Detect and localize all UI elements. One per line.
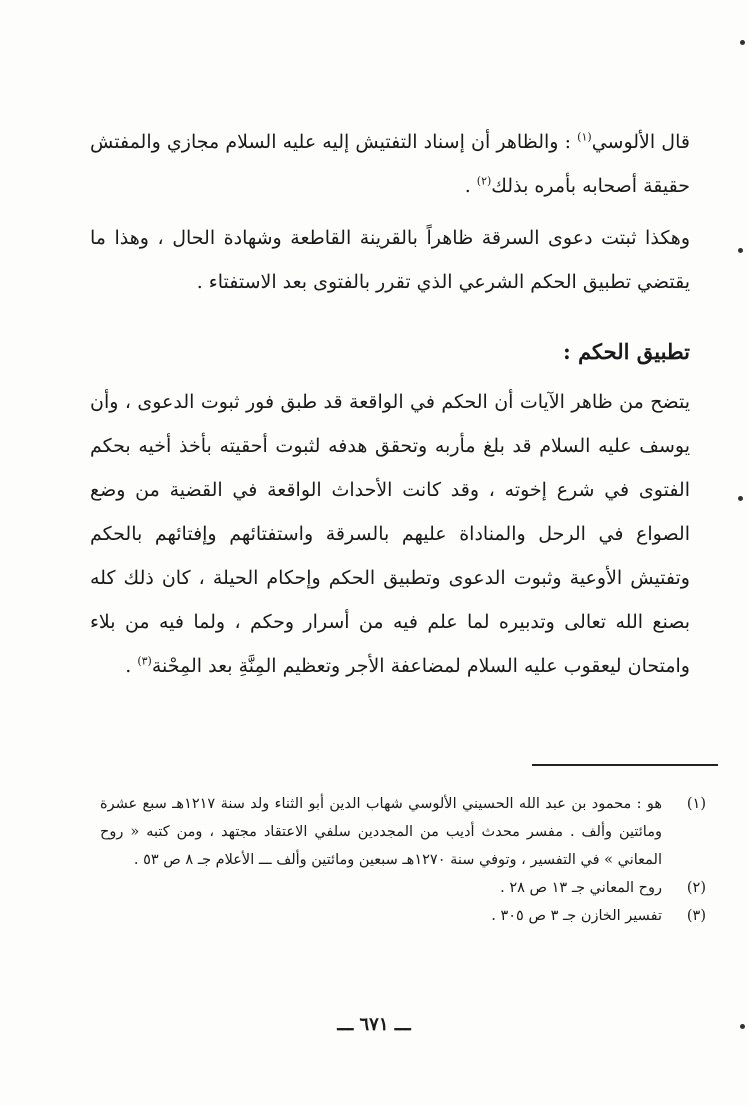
footnote-divider (532, 764, 718, 766)
paragraph-3-text-a: يتضح من ظاهر الآيات أن الحكم في الواقعة قد طبق فور ثبوت الدعوى ، وأن يوسف عليه السلام قد بلغ مأربه وتحقق هدفه لثبوت أحقيته بأخذ أخيه بحكم الفتوى في شرع إخوته ، وقد كانت الأحداث الواقعة في القضية من وضع الصواع في الرحل والمناداة عليهم بالسرقة واستفتائهم وإفتائهم بالحكم وتفتيش الأوعية وثبوت الدعوى وتطبيق الحكم وإحكام الحيلة ، كان ذلك كله بصنع الله تعالى وتدبيره لما علم فيه من أسرار وحكم ، ولما فيه من بلاء وامتحان ليعقوب عليه السلام لمضاعفة الأجر وتعظيم المِنَّةِ بعد المِحْنة (90, 391, 690, 677)
paragraph-3-text-b: . (125, 655, 138, 677)
footnote-ref-2: (٢) (476, 174, 492, 188)
scan-mark (738, 496, 743, 501)
paragraph-3 (90, 380, 690, 688)
footnote-2 (100, 874, 706, 902)
page-number: ـــ ٦٧١ ـــ (337, 1014, 411, 1035)
scan-mark (740, 1024, 745, 1029)
footnote-ref-3: (٣) (137, 654, 152, 668)
footnote-number: (٢) (686, 880, 706, 896)
scan-mark (738, 248, 743, 253)
paragraph-1 (90, 120, 690, 208)
paragraph-1-text-b: : والظاهر أن إسناد التفتيش إليه عليه السلام مجازي والمفتش حقيقة أصحابه بأمره بذلك (90, 131, 690, 197)
footnote-1 (100, 790, 706, 874)
scan-mark (740, 40, 745, 45)
paragraph-2: وهكذا ثبتت دعوى السرقة ظاهراً بالقرينة القاطعة وشهادة الحال ، وهذا ما يقتضي تطبيق الحكم الشرعي الذي تقرر بالفتوى بعد الاستفتاء . (90, 227, 690, 293)
footnote-3 (100, 902, 706, 930)
footnotes (100, 790, 706, 930)
footnote-number: (٣) (686, 908, 706, 924)
footnote-text: تفسير الخازن جـ ٣ ص ٣٠٥ . (491, 908, 662, 924)
section-heading: تطبيق الحكم : (563, 339, 690, 364)
paragraph-1-text-a: قال الألوسي (591, 131, 690, 153)
footnote-number: (١) (686, 796, 706, 812)
footnote-text: روح المعاني جـ ١٣ ص ٢٨ . (500, 880, 662, 896)
paragraph-1-text-c: . (464, 175, 477, 197)
footnote-ref-1: (١) (577, 130, 592, 144)
footnote-text: هو : محمود بن عبد الله الحسيني الألوسي شهاب الدين أبو الثناء ولد سنة ١٢١٧هـ سبع عشرة ومائتين وألف . مفسر محدث أديب من المجددين سلفي الاعتقاد مجتهد ، ومن كتبه « روح المعاني » في التفسير ، وتوفي سنة ١٢٧٠هـ سبعين ومائتين وألف ـــ الأعلام جـ ٨ ص ٥٣ . (100, 796, 662, 868)
main-text (90, 120, 690, 688)
